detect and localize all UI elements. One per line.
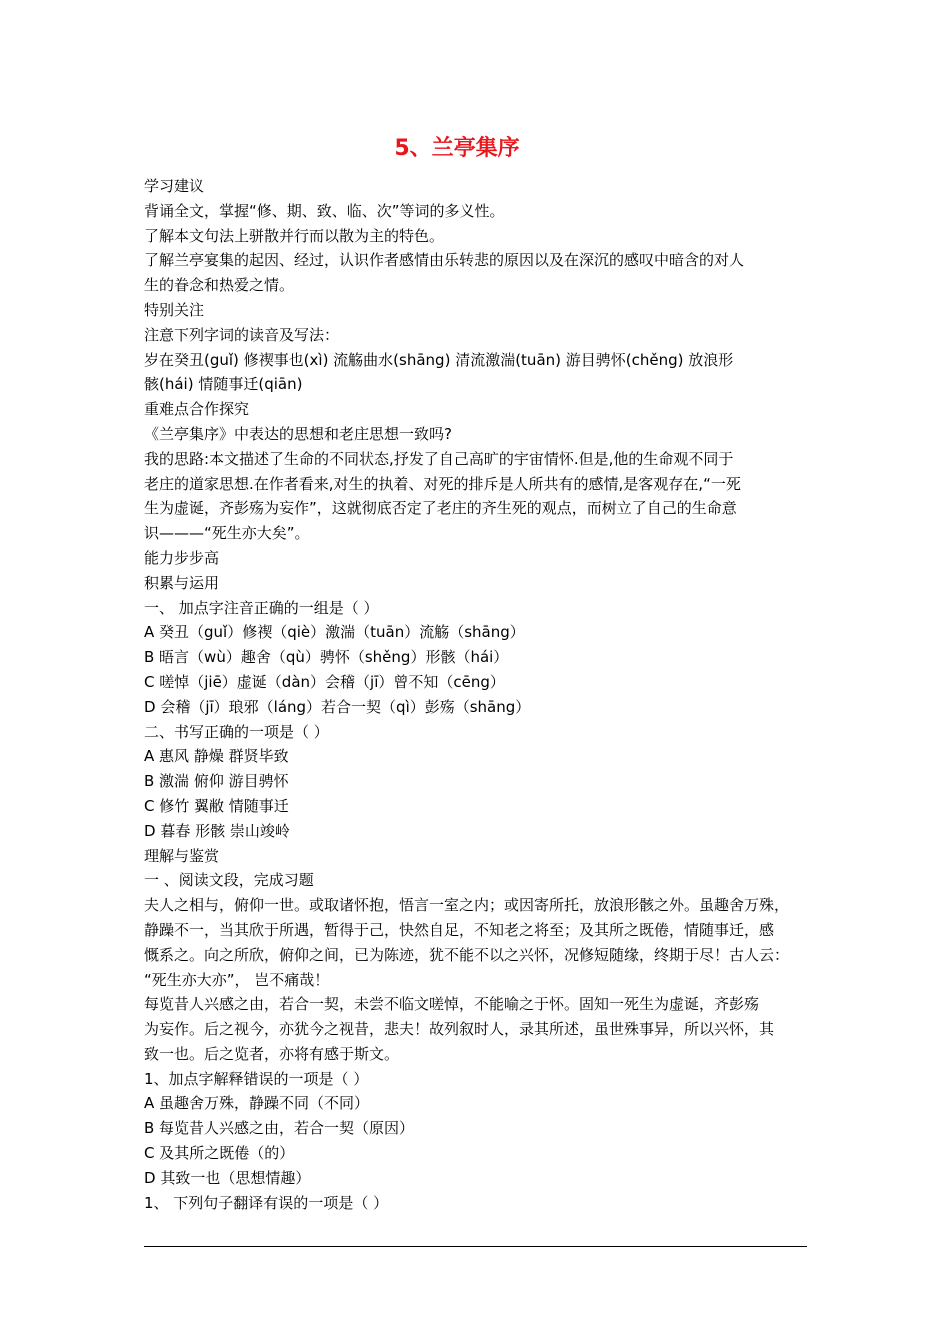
text-line: 了解本文句法上骈散并行而以散为主的特色。 bbox=[144, 226, 445, 245]
text-line: 《兰亭集序》中表达的思想和老庄思想一致吗? bbox=[144, 424, 452, 443]
text-line: C 嗟悼（jiē）虚诞（dàn）会稽（jī）曾不知（cēng） bbox=[144, 672, 505, 691]
text-line: 岁在癸丑(guǐ) 修禊事也(xì) 流觞曲水(shāng) 清流激湍(tuān) 游目骋怀(chěng) 放浪形 bbox=[144, 350, 734, 369]
text-line: 夫人之相与，俯仰一世。或取诸怀抱，悟言一室之内；或因寄所托，放浪形骸之外。虽趣舍万殊， bbox=[144, 896, 790, 915]
text-line: 慨系之。向之所欣，俯仰之间，已为陈迹，犹不能不以之兴怀，况修短随缘，终期于尽！古人云： bbox=[144, 945, 790, 964]
page-title: 5、兰亭集序 bbox=[394, 136, 520, 161]
text-line: 生的眷念和热爱之情。 bbox=[144, 276, 295, 295]
text-line: 致一也。后之览者，亦将有感于斯文。 bbox=[144, 1044, 400, 1063]
text-line: 了解兰亭宴集的起因、经过，认识作者感情由乐转悲的原因以及在深沉的感叹中暗含的对人 bbox=[144, 251, 745, 270]
text-line: B 每览昔人兴感之由，若合一契（原因） bbox=[144, 1119, 415, 1138]
text-line: C 及其所之既倦（的） bbox=[144, 1144, 295, 1163]
text-line: C 修竹 翼敝 情随事迁 bbox=[144, 796, 289, 815]
text-line: 积累与运用 bbox=[144, 573, 220, 592]
text-line: A 癸丑（guǐ）修禊（qiè）激湍（tuān）流觞（shāng） bbox=[144, 623, 525, 642]
text-line: 老庄的道家思想.在作者看来,对生的执着、对死的排斥是人所共有的感情,是客观存在,“一死 bbox=[144, 474, 741, 493]
text-line: 生为虚诞，齐彭殇为妄作”，这就彻底否定了老庄的齐生死的观点，而树立了自己的生命意 bbox=[144, 499, 737, 518]
text-line: 能力步步高 bbox=[144, 548, 220, 567]
text-line: B 激湍 俯仰 游目骋怀 bbox=[144, 772, 289, 791]
text-line: 一、 加点字注音正确的一组是（ ） bbox=[144, 598, 379, 617]
text-line: A 惠风 静燥 群贤毕致 bbox=[144, 747, 289, 766]
text-line: 一 、阅读文段，完成习题 bbox=[144, 871, 314, 890]
text-line: 1、 下列句子翻译有误的一项是（ ） bbox=[144, 1193, 389, 1212]
text-line: B 晤言（wù）趣舍（qù）骋怀（shěng）形骸（hái） bbox=[144, 648, 509, 667]
text-line: D 暮春 形骸 崇山竣岭 bbox=[144, 821, 290, 840]
text-line: 静躁不一，当其欣于所遇，暂得于己，快然自足，不知老之将至；及其所之既倦，情随事迁，感 bbox=[144, 920, 775, 939]
text-line: D 会稽（jī）琅邪（láng）若合一契（qì）彭殇（shāng） bbox=[144, 697, 531, 716]
text-line: 背诵全文，掌握“修、期、致、临、次”等词的多义性。 bbox=[144, 201, 505, 220]
text-line: 每览昔人兴感之由，若合一契，未尝不临文嗟悼，不能喻之于怀。固知一死生为虚诞，齐彭殇 bbox=[144, 995, 760, 1014]
text-line: 注意下列字词的读音及写法： bbox=[144, 325, 340, 344]
text-line: 识———“死生亦大矣”。 bbox=[144, 524, 310, 543]
text-line: 理解与鉴赏 bbox=[144, 846, 220, 865]
text-line: A 虽趣舍万殊，静躁不同（不同） bbox=[144, 1094, 370, 1113]
text-line: 骸(hái) 情随事迁(qiān) bbox=[144, 375, 303, 394]
text-line: 特别关注 bbox=[144, 300, 205, 319]
text-line: 为妄作。后之视今，亦犹今之视昔，悲夫！故列叙时人，录其所述，虽世殊事异，所以兴怀，其 bbox=[144, 1020, 775, 1039]
text-line: 重难点合作探究 bbox=[144, 400, 250, 419]
text-line: 学习建议 bbox=[144, 177, 205, 195]
text-line: 我的思路:本文描述了生命的不同状态,抒发了自己高旷的宇宙情怀.但是,他的生命观不同于 bbox=[144, 449, 734, 468]
text-line: “死生亦大亦”， 岂不痛哉！ bbox=[144, 970, 330, 989]
document-body bbox=[144, 174, 808, 1215]
text-line: D 其致一也（思想情趣） bbox=[144, 1168, 311, 1187]
text-line: 1、加点字解释错误的一项是（ ） bbox=[144, 1069, 369, 1088]
text-line: 二、书写正确的一项是（ ） bbox=[144, 722, 329, 741]
footer-divider bbox=[144, 1246, 807, 1247]
